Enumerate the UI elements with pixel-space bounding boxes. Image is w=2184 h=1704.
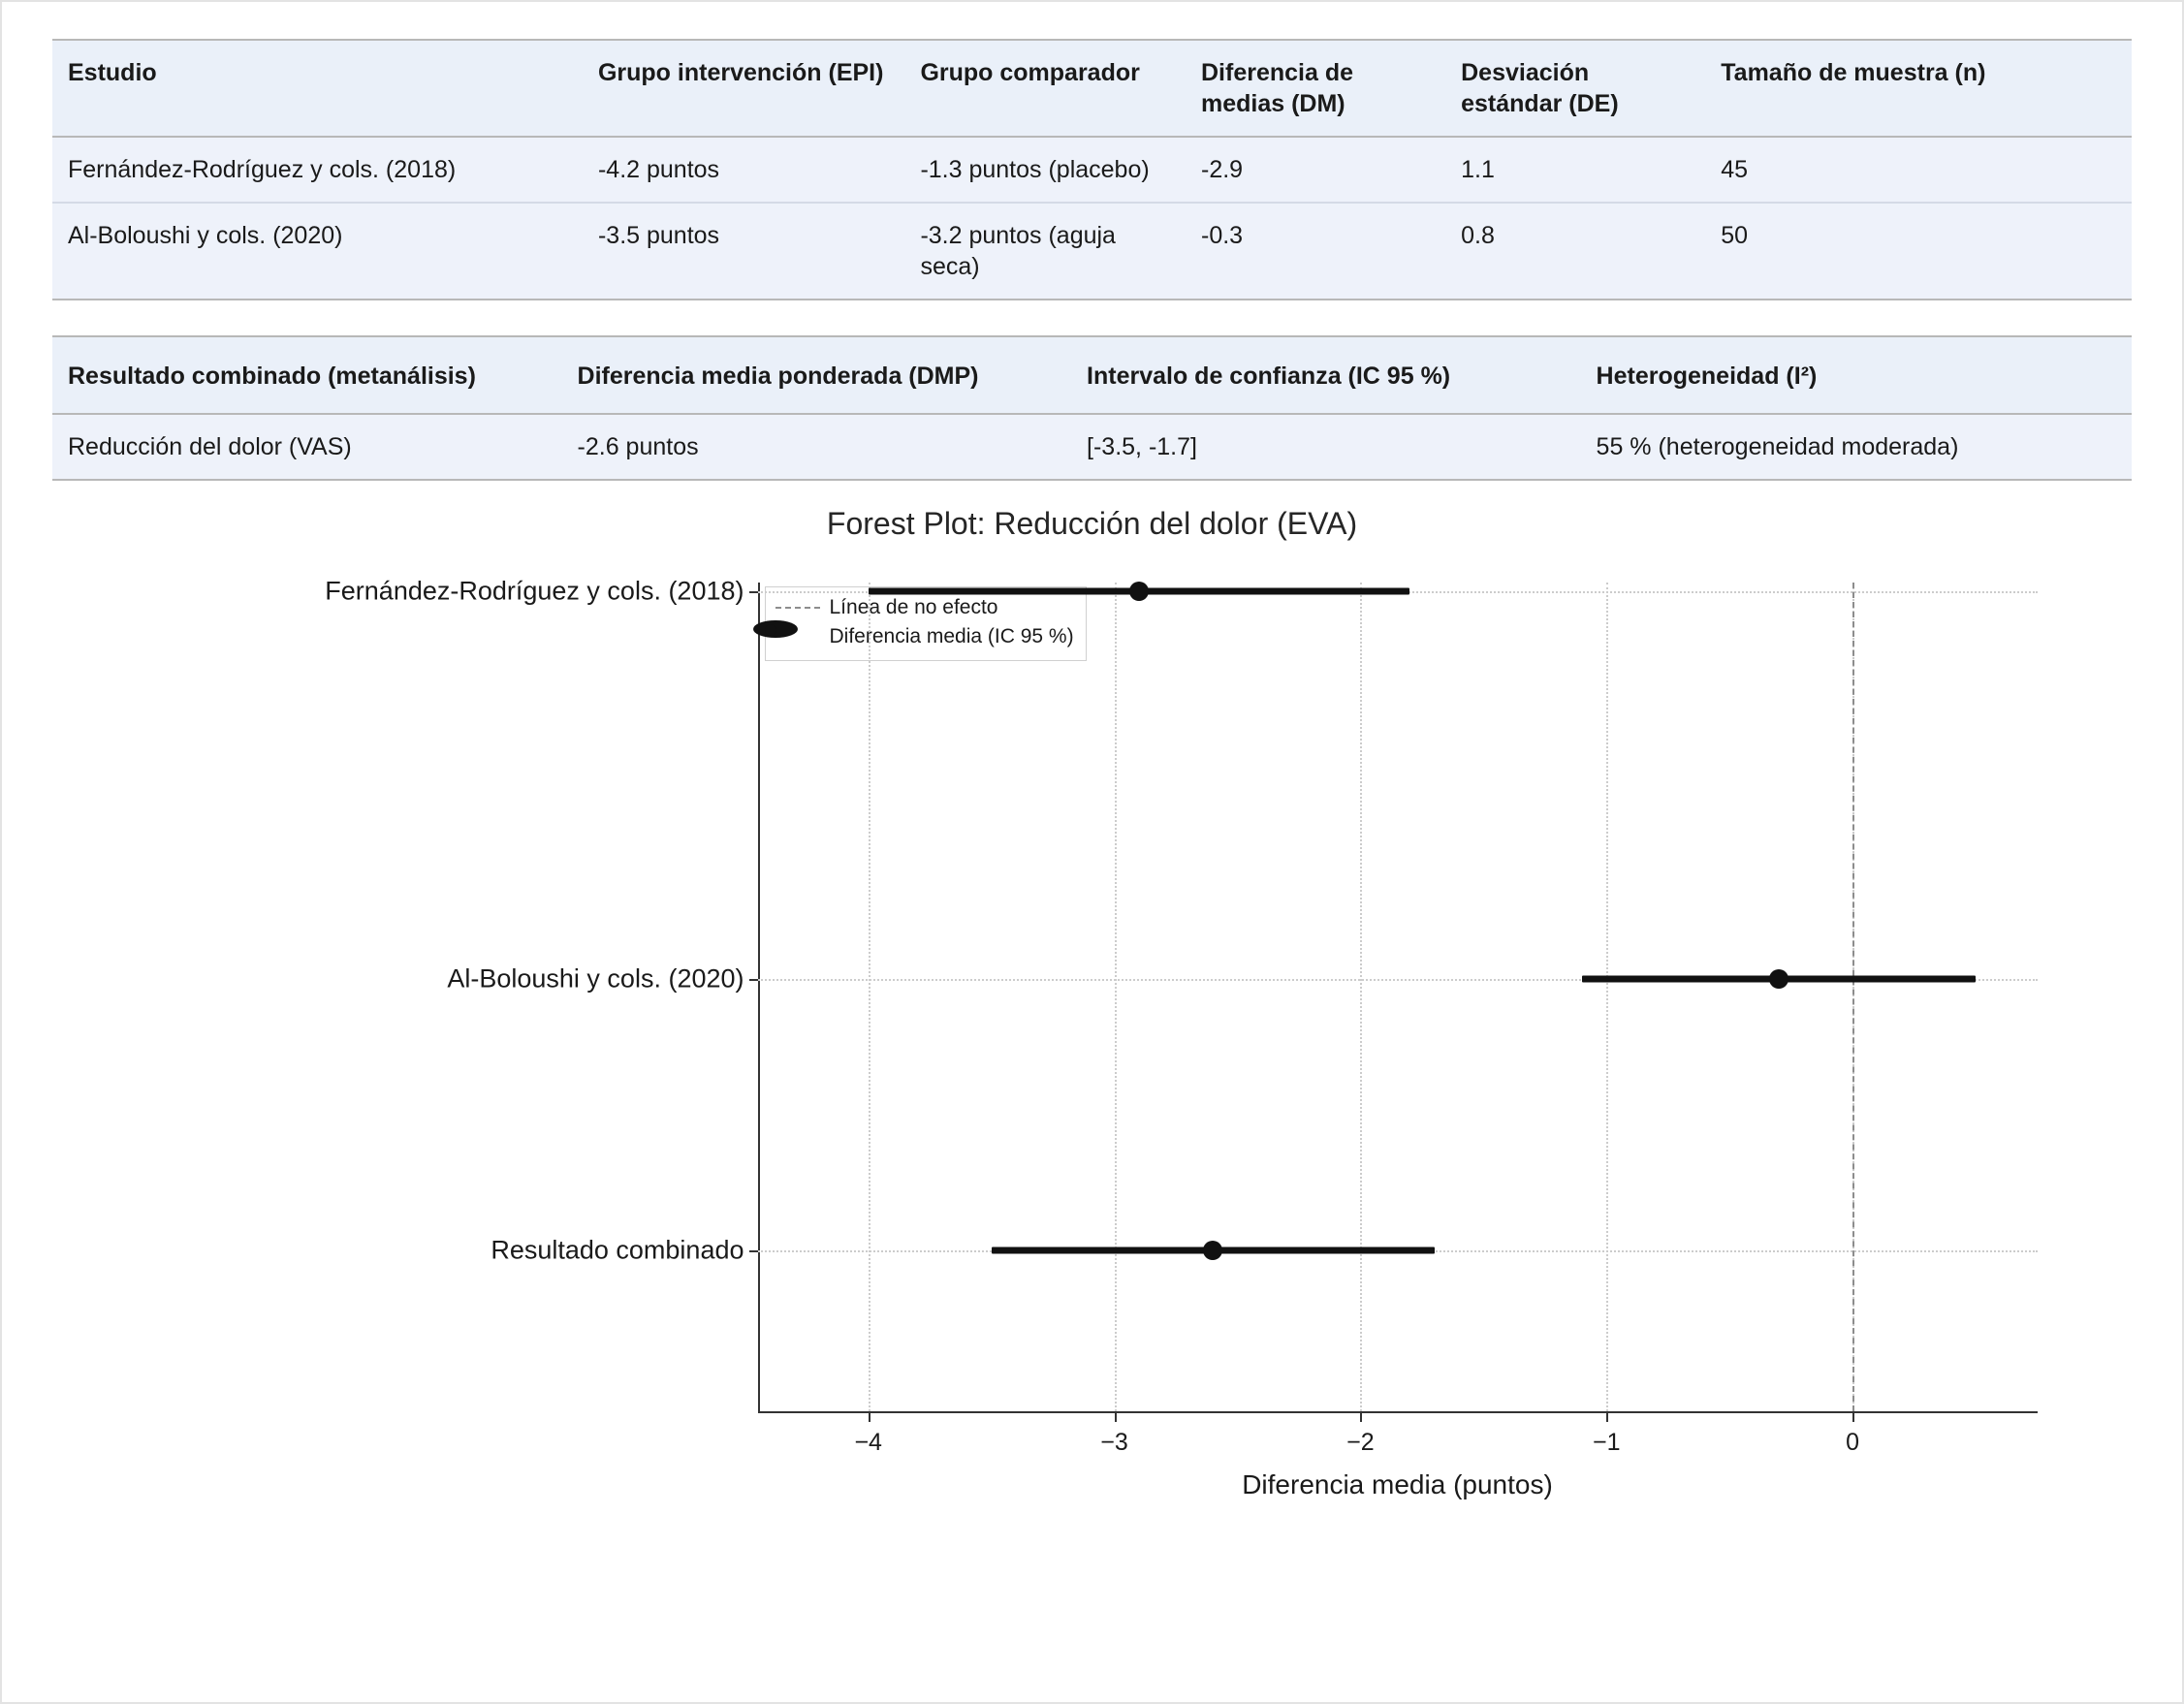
legend-label: Línea de no efecto [829,596,998,618]
plot-area [269,563,1916,1499]
legend-item-no-effect [775,593,1074,622]
no-effect-line [1852,583,1854,1411]
col-header-de: Desviación estándar (DE) [1445,40,1705,137]
cell-de: 0.8 [1445,203,1705,300]
cell-comparador: -3.2 puntos (aguja seca) [904,203,1186,300]
col-header-dmp: Diferencia media ponderada (DMP) [562,336,1072,414]
x-tick-label: −4 [854,1429,882,1456]
cell-de: 1.1 [1445,137,1705,203]
effect-estimate-point [1769,969,1788,989]
col-header-heterogeneidad: Heterogeneidad (I²) [1581,336,2132,414]
cell-resultado: Reducción del dolor (VAS) [52,414,562,480]
point-marker-icon [753,620,798,638]
cell-intervencion: -4.2 puntos [583,137,904,203]
cell-n: 45 [1705,137,2132,203]
legend-label: Diferencia media (IC 95 %) [829,625,1074,648]
y-tick-mark [749,591,758,593]
x-tick-mark [1852,1413,1854,1422]
x-gridline [1606,583,1608,1411]
cell-estudio: Al-Boloushi y cols. (2020) [52,203,583,300]
pooled-table-head [52,336,2132,414]
cell-n: 50 [1705,203,2132,300]
forest-plot [52,506,2132,1504]
studies-table [52,39,2132,300]
cell-estudio: Fernández-Rodríguez y cols. (2018) [52,137,583,203]
table-row [52,414,2132,480]
cell-heterogeneidad: 55 % (heterogeneidad moderada) [1581,414,2132,480]
study-label: Resultado combinado [491,1235,744,1265]
x-tick-label: −2 [1346,1429,1375,1456]
effect-estimate-point [1203,1241,1222,1260]
study-label: Al-Boloushi y cols. (2020) [447,963,744,994]
table-header-row [52,40,2132,137]
x-tick-mark [1360,1413,1362,1422]
table-row [52,137,2132,203]
pooled-table-body [52,414,2132,480]
study-label: Fernández-Rodríguez y cols. (2018) [325,576,744,606]
x-gridline [1360,583,1362,1411]
x-tick-mark [1115,1413,1117,1422]
cell-comparador: -1.3 puntos (placebo) [904,137,1186,203]
dashed-line-icon [775,599,820,616]
col-header-dm: Diferencia de medias (DM) [1186,40,1445,137]
pooled-result-table [52,335,2132,481]
studies-table-body [52,137,2132,300]
y-tick-mark [749,1250,758,1252]
x-tick-mark [869,1413,870,1422]
x-tick-mark [1606,1413,1608,1422]
col-header-comparador: Grupo comparador [904,40,1186,137]
table-header-row [52,336,2132,414]
x-axis-title: Diferencia media (puntos) [1242,1469,1553,1499]
cell-dmp: -2.6 puntos [562,414,1072,480]
cell-dm: -2.9 [1186,137,1445,203]
cell-ic: [-3.5, -1.7] [1071,414,1581,480]
chart-legend [765,586,1087,661]
col-header-ic: Intervalo de confianza (IC 95 %) [1071,336,1581,414]
col-header-estudio: Estudio [52,40,583,137]
x-tick-label: −3 [1100,1429,1128,1456]
col-header-intervencion: Grupo intervención (EPI) [583,40,904,137]
cell-dm: -0.3 [1186,203,1445,300]
y-tick-mark [749,979,758,981]
col-header-n: Tamaño de muestra (n) [1705,40,2132,137]
col-header-resultado: Resultado combinado (metanálisis) [52,336,562,414]
x-gridline [1115,583,1117,1411]
table-row [52,203,2132,300]
x-tick-label: 0 [1846,1429,1860,1456]
effect-estimate-point [1129,582,1149,601]
x-tick-label: −1 [1593,1429,1621,1456]
cell-intervencion: -3.5 puntos [583,203,904,300]
x-gridline [869,583,870,1411]
legend-item-mean-difference [775,622,1074,651]
y-axis-line [758,583,760,1413]
x-axis-line [758,1411,2038,1413]
studies-table-head [52,40,2132,137]
chart-title: Forest Plot: Reducción del dolor (EVA) [826,506,1358,541]
